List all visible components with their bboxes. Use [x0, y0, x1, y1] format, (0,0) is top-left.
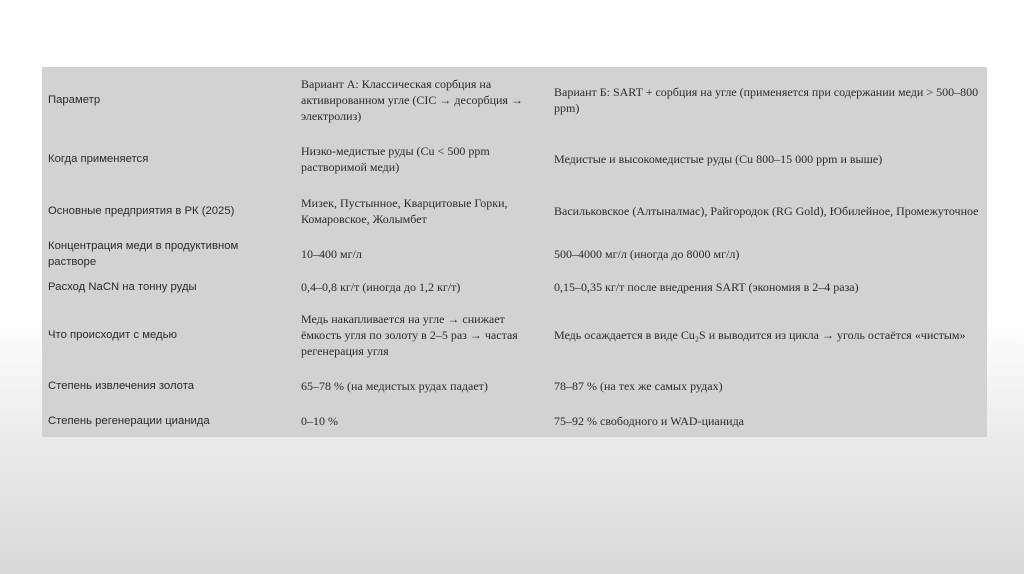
- variant-b-cell: Медистые и высокомедистые руды (Cu 800–15 000 ppm и выше): [554, 152, 883, 167]
- variant-b-cell: Васильковское (Алтыналмас), Райгородок (RG Gold), Юбилейное, Промежуточное: [554, 203, 979, 218]
- param-cell: Степень извлечения золота: [48, 379, 195, 392]
- variant-a-cell: 65–78 % (на медистых рудах падает): [301, 378, 488, 393]
- table-row: [42, 134, 987, 185]
- table-row: [42, 185, 987, 236]
- header-variant-b-cell: Вариант Б: SART + сорбция на угле (применяется при содержании меди > 500–800 ppm): [554, 85, 979, 116]
- variant-b-cell: Медь осаждается в виде Cu₂S и выводится из цикла → уголь остаётся «чистым»: [554, 328, 966, 343]
- variant-b-cell: 0,15–0,35 кг/т после внедрения SART (экономия в 2–4 раза): [554, 280, 859, 295]
- variant-b-cell: 500–4000 мг/л (иногда до 8000 мг/л): [554, 246, 740, 261]
- param-cell: Степень регенерации цианида: [48, 415, 210, 428]
- variant-a-cell: Низко-медистые руды (Cu < 500 ppm растворимой меди): [301, 144, 490, 175]
- variant-b-cell: 75–92 % свободного и WAD-цианида: [554, 414, 745, 429]
- variant-a-cell: 0–10 %: [301, 414, 338, 429]
- header-variant-a-cell: Вариант А: Классическая сорбция на активированном угле (CIC → десорбция → электролиз): [301, 77, 523, 124]
- table-header-row: [42, 67, 987, 134]
- variant-a-cell: 0,4–0,8 кг/т (иногда до 1,2 кг/т): [301, 280, 461, 295]
- param-cell: Когда применяется: [48, 153, 149, 166]
- comparison-table: [42, 67, 987, 437]
- param-cell: Что происходит с медью: [48, 329, 177, 342]
- table-row: [42, 366, 987, 405]
- table-row: [42, 405, 987, 437]
- param-cell: Концентрация меди в продуктивном растворе: [48, 239, 239, 268]
- variant-a-cell: Медь накапливается на угле → снижает ёмкость угля по золоту в 2–5 раз → частая регенерация угля: [301, 312, 518, 359]
- table-row: [42, 237, 987, 271]
- param-cell: Расход NaCN на тонну руды: [48, 281, 197, 294]
- table-row: [42, 270, 987, 304]
- param-cell: Основные предприятия в РК (2025): [48, 204, 235, 217]
- header-param-cell: Параметр: [48, 94, 101, 107]
- variant-a-cell: Мизек, Пустынное, Кварцитовые Горки, Комаровское, Жолымбет: [301, 195, 508, 226]
- variant-a-cell: 10–400 мг/л: [301, 246, 362, 261]
- variant-b-cell: 78–87 % (на тех же самых рудах): [554, 378, 723, 393]
- table-row: [42, 304, 987, 366]
